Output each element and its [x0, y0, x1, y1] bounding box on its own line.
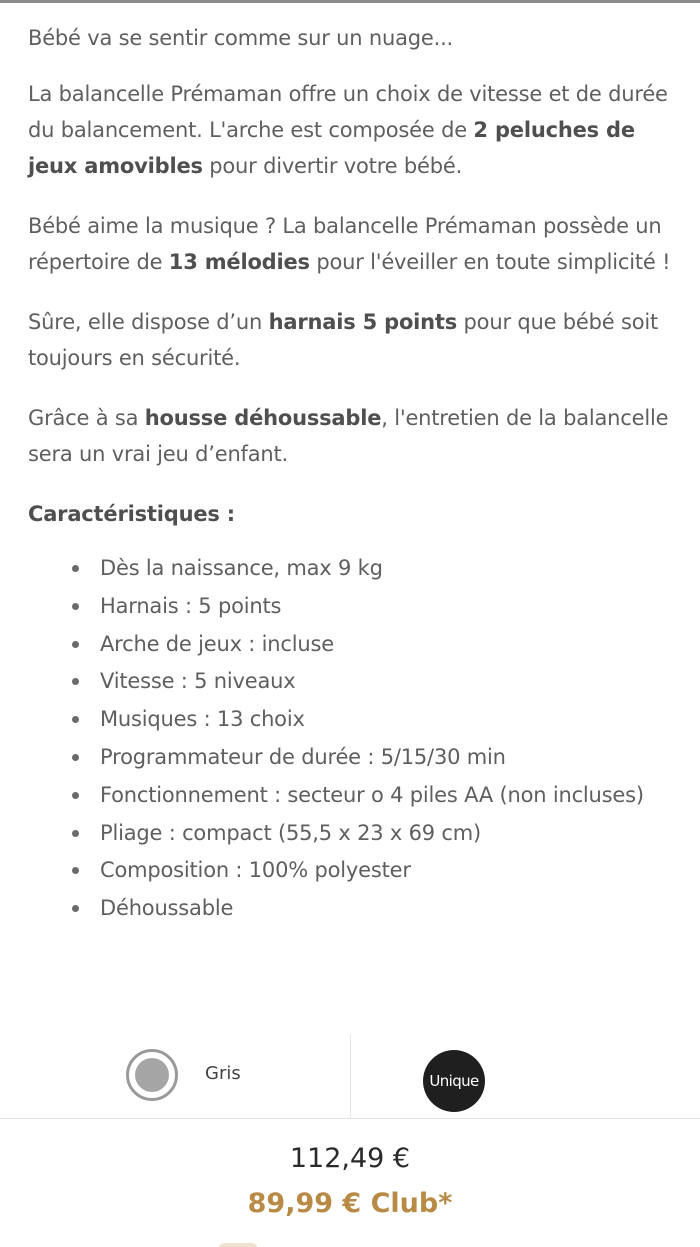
spec-item: Dès la naissance, max 9 kg: [72, 550, 683, 588]
description-paragraph-cover: Grâce à sa housse déhoussable, l'entretien de la balancelle sera un vrai jeu d’enfant.: [28, 406, 669, 466]
club-price: 89,99 € Club*: [247, 1188, 453, 1219]
variant-selector-bar: [0, 1034, 700, 1118]
description-paragraph-music: Bébé aime la musique ? La balancelle Prémaman possède un répertoire de 13 mélodies pour l'éveiller en toute simplicité !: [28, 214, 671, 274]
size-option-unique[interactable]: Unique: [423, 1050, 485, 1112]
spec-item: Musiques : 13 choix: [72, 701, 683, 739]
swatch-fill: [135, 1058, 169, 1092]
spec-item: Déhoussable: [72, 890, 683, 928]
specs-heading: Caractéristiques :: [28, 502, 235, 526]
spec-item: Programmateur de durée : 5/15/30 min: [72, 739, 683, 777]
spec-item: Harnais : 5 points: [72, 588, 683, 626]
spec-item: Fonctionnement : secteur o 4 piles AA (non incluses): [72, 777, 683, 815]
spec-item: Arche de jeux : incluse: [72, 626, 683, 664]
product-description: [28, 20, 683, 928]
regular-price: 112,49 €: [289, 1143, 411, 1174]
specs-list: [28, 550, 683, 928]
variant-divider: [350, 1034, 351, 1118]
spec-item: Pliage : compact (55,5 x 23 x 69 cm): [72, 815, 683, 853]
top-divider: [0, 0, 700, 3]
color-label: Gris: [205, 1063, 241, 1084]
highlight-cover: housse déhoussable: [144, 406, 382, 430]
description-paragraph-safety: Sûre, elle dispose d’un harnais 5 points pour que bébé soit toujours en sécurité.: [28, 310, 659, 370]
description-intro: Bébé va se sentir comme sur un nuage...: [28, 26, 454, 50]
description-paragraph-arch: La balancelle Prémaman offre un choix de vitesse et de durée du balancement. L'arche est composée de 2 peluches de jeux amovibles pour divertir votre bébé.: [28, 82, 668, 178]
cut-off-element: [218, 1241, 278, 1247]
spec-item: Composition : 100% polyester: [72, 852, 683, 890]
price-panel: [0, 1118, 700, 1247]
spec-item: Vitesse : 5 niveaux: [72, 663, 683, 701]
color-swatch-gris[interactable]: [126, 1049, 178, 1101]
highlight-melodies: 13 mélodies: [168, 250, 310, 274]
highlight-plush-toys: 2 peluches de jeux amovibles: [28, 118, 635, 178]
highlight-harness: harnais 5 points: [268, 310, 458, 334]
